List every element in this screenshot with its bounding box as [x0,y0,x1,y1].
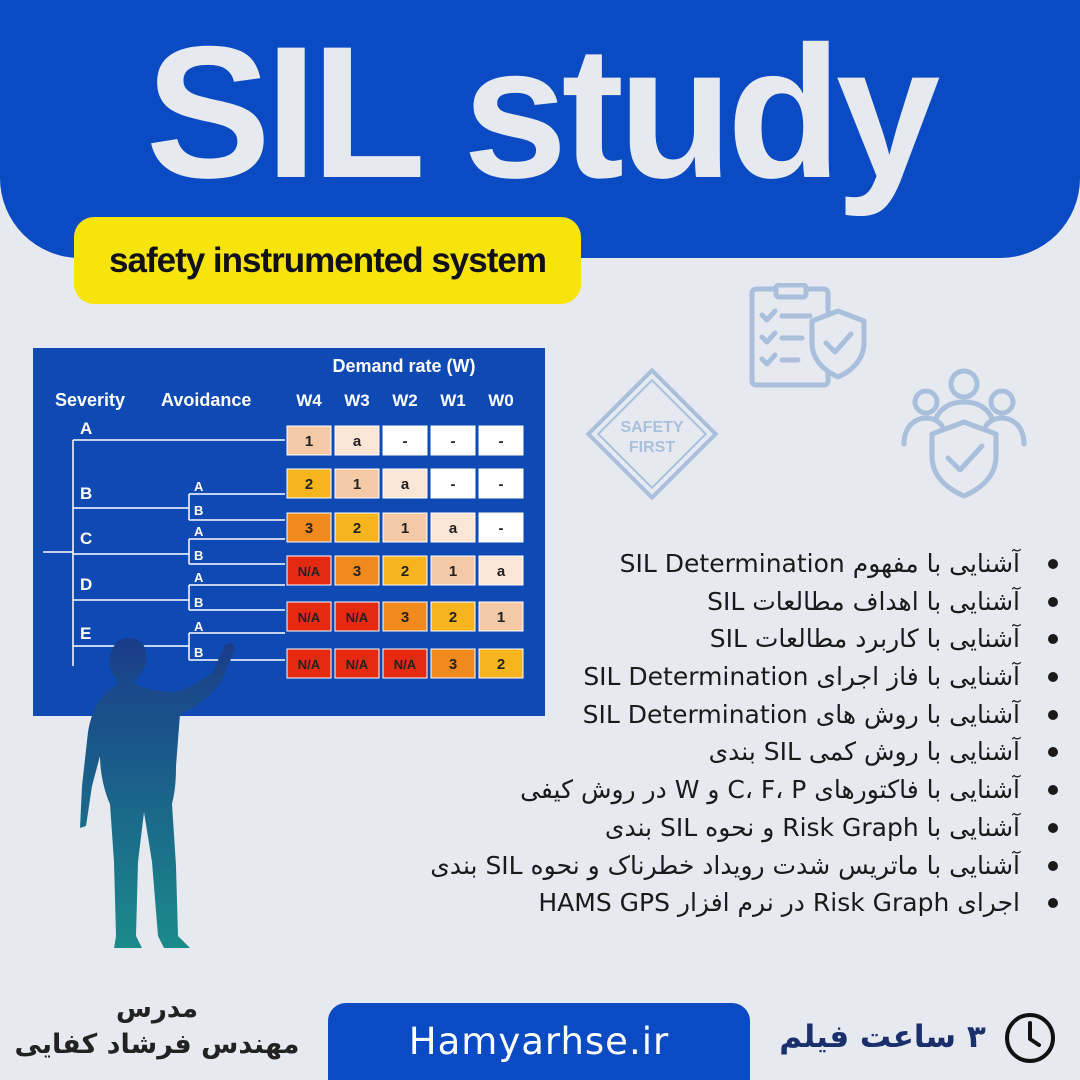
risk-cell-label: 1 [496,609,506,626]
avoidance-level: B [194,503,204,518]
risk-cell-label: 3 [448,656,458,673]
subtitle-pill [74,217,581,304]
severity-header: Severity [55,390,126,410]
subtitle-text: safety instrumented system [109,240,546,280]
severity-level-c: C [80,529,93,548]
risk-cell-label: - [498,433,504,450]
risk-cell-label: - [450,433,456,450]
risk-cell-label: - [498,520,504,537]
bullet-icon [1048,898,1058,908]
bullet-icon [1048,672,1058,682]
checklist-shield-icon [748,283,870,391]
column-label-w2: W2 [392,391,418,410]
risk-cell-label: - [498,476,504,493]
severity-level-b: B [80,484,93,503]
bullet-icon [1048,823,1058,833]
avoidance-level: A [194,619,204,634]
bullet-icon [1048,559,1058,569]
avoidance-level: A [194,570,204,585]
list-item: آشنایی با فاکتورهای C، F، P و W در روش کیفی [318,771,1058,809]
bullet-icon [1048,597,1058,607]
risk-cell-label: a [400,476,410,493]
page-title: SIL study [145,7,935,217]
risk-cell-label: 2 [400,563,410,580]
list-item: آشنایی با Risk Graph و نحوه SIL بندی [318,809,1058,847]
bullet-icon [1048,747,1058,757]
website-text[interactable]: Hamyarhse.ir [408,1020,670,1063]
presenter-silhouette [72,636,242,952]
risk-cell-label: N/A [345,657,369,672]
risk-cell-label: 2 [448,609,458,626]
instructor-role: مدرس [116,994,198,1024]
bullet-icon [1048,861,1058,871]
column-label-w0: W0 [488,391,514,410]
bullet-icon [1048,710,1058,720]
list-item: آشنایی با فاز اجرای SIL Determination [318,658,1058,696]
list-item: آشنایی با مفهوم SIL Determination [318,545,1058,583]
risk-cell-label: - [402,433,408,450]
avoidance-header: Avoidance [161,390,252,410]
avoidance-level: A [194,524,204,539]
risk-cell-label: N/A [297,610,321,625]
risk-cell-label: 1 [352,476,362,493]
severity-level-d: D [80,575,93,594]
instructor-block [12,992,302,1064]
safety-first-badge [580,362,724,506]
demand-rate-title: Demand rate (W) [332,356,476,376]
risk-cell-label: 3 [400,609,410,626]
risk-cell-label: 3 [352,563,362,580]
risk-cell-label: N/A [297,657,321,672]
risk-cell-label: 2 [352,520,362,537]
column-label-w3: W3 [344,391,370,410]
team-shield-icon [896,366,1032,500]
avoidance-level: B [194,548,204,563]
website-link[interactable] [328,1003,750,1080]
risk-cell-label: N/A [345,610,369,625]
duration-label: ۳ ساعت فیلم [779,1019,986,1055]
risk-cell-label: 2 [304,476,314,493]
risk-cell-label: a [448,520,458,537]
avoidance-level: B [194,595,204,610]
risk-cell-label: a [496,563,506,580]
instructor-name: مهندس فرشاد کفایی [14,1029,300,1060]
list-item: آشنایی با روش های SIL Determination [318,696,1058,734]
topic-list [318,545,1058,922]
badge-line2: FIRST [628,439,676,456]
risk-cell-label: N/A [393,657,417,672]
bullet-icon [1048,634,1058,644]
column-label-w4: W4 [296,391,322,410]
risk-cell-label: - [450,476,456,493]
avoidance-level: A [194,479,204,494]
risk-cell-label: 1 [400,520,410,537]
clock-icon [1003,1011,1057,1065]
column-label-w1: W1 [440,391,466,410]
bullet-icon [1048,785,1058,795]
risk-cell-label: 1 [448,563,458,580]
risk-cell-label: N/A [297,564,321,579]
list-item: آشنایی با اهداف مطالعات SIL [318,583,1058,621]
severity-level-a: A [80,419,93,438]
list-item: آشنایی با روش کمی SIL بندی [318,733,1058,771]
list-item: آشنایی با کاربرد مطالعات SIL [318,620,1058,658]
badge-line1: SAFETY [620,419,684,436]
severity-level-e: E [80,624,92,643]
risk-cell-label: 3 [304,520,314,537]
risk-cell-label: 1 [304,433,314,450]
list-item: آشنایی با ماتریس شدت رویداد خطرناک و نحوه SIL بندی [318,847,1058,885]
risk-cell-label: a [352,433,362,450]
avoidance-level: B [194,645,204,660]
list-item: اجرای Risk Graph در نرم افزار HAMS GPS [318,884,1058,922]
risk-cell-label: 2 [496,656,506,673]
